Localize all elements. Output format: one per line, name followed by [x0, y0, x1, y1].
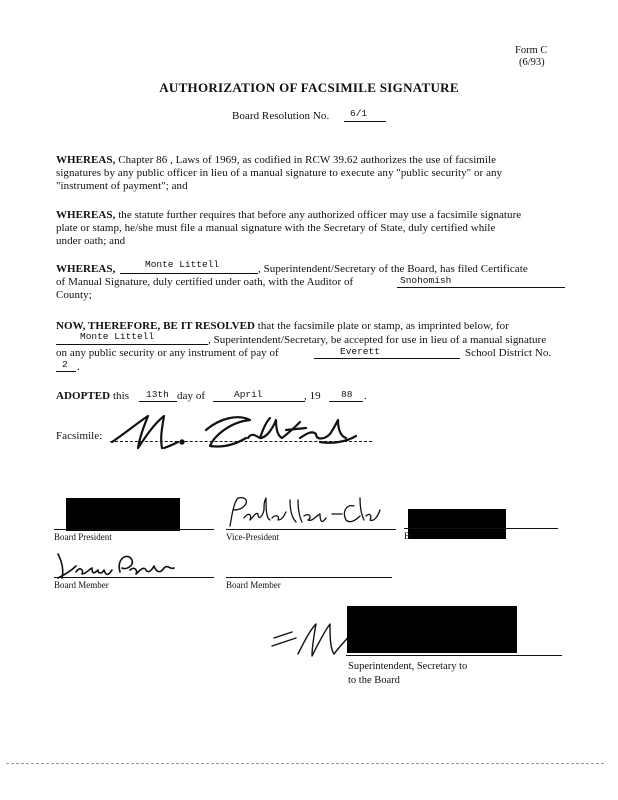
adopted-day: 13th — [146, 389, 169, 400]
whereas1-line2: signatures by any public officer in lieu of a manual signature to execute any "public security" or any — [56, 167, 503, 179]
resolved-name: Monte Littell — [80, 331, 155, 342]
resolved-text3a: on any public security or any instrument of pay of — [56, 347, 279, 359]
whereas3-name-underline — [120, 273, 258, 274]
form-id: Form C — [515, 45, 548, 56]
vice-president-signature-line — [226, 529, 396, 530]
adopted-lead-line: ADOPTED this — [56, 390, 130, 402]
resolved-name-underline — [56, 344, 208, 345]
resolved-text3b: School District No. — [465, 347, 552, 359]
resolved-text2: , Superintendent/Secretary, be accepted for use in lieu of a manual signature — [208, 334, 547, 346]
adopted-month-underline — [213, 401, 305, 402]
whereas3-county: Snohomish — [400, 275, 452, 286]
adopted-year: 88 — [341, 389, 353, 400]
board-member1-signature-line — [54, 577, 214, 578]
whereas1-line1: WHEREAS, Chapter 86 , Laws of 1969, as codified in RCW 39.62 authorizes the use of facsimile — [56, 154, 497, 166]
vice-president-signature-image — [222, 492, 382, 532]
resolution-number: 6/1 — [350, 108, 368, 119]
adopted-day-underline — [139, 401, 177, 402]
adopted-day-of: day of — [177, 390, 206, 402]
redacted-signature — [347, 606, 517, 653]
form-date: (6/93) — [519, 57, 545, 68]
resolved-district-name: Everett — [340, 346, 380, 357]
whereas3-line2: of Manual Signature, duly certified under oath, with the Auditor of — [56, 276, 354, 288]
resolved-line1: NOW, THEREFORE, BE IT RESOLVED that the facsimile plate or stamp, as imprinted below, for — [56, 320, 509, 332]
board-member1-label: Board Member — [54, 580, 109, 590]
whereas2-lead: WHEREAS, — [56, 209, 116, 221]
superintendent-signature-line — [346, 655, 562, 656]
whereas2-line3: under oath; and — [56, 235, 126, 247]
superintendent-label-line2: to the Board — [348, 675, 400, 686]
whereas1-lead: WHEREAS, — [56, 154, 116, 166]
board-member2-label: Board Member — [226, 580, 281, 590]
document-title: AUTHORIZATION OF FACSIMILE SIGNATURE — [159, 80, 459, 95]
president-label: Board President — [54, 532, 112, 542]
facsimile-label: Facsimile: — [56, 430, 103, 442]
adopted-lead: ADOPTED — [56, 390, 111, 402]
whereas2-line2: plate or stamp, he/she must file a manual signature with the Secretary of State, duly certified while — [56, 222, 496, 234]
resolved-end: . — [77, 361, 80, 373]
redacted-signature — [66, 498, 180, 531]
whereas3-lead: WHEREAS, — [56, 263, 116, 275]
whereas3-text1: , Superintendent/Secretary of the Board, has filed Certificate — [258, 263, 528, 275]
resolution-label: Board Resolution No. — [232, 110, 330, 122]
third-signature-line — [404, 528, 558, 529]
adopted-year-underline — [329, 401, 363, 402]
resolved-district-underline — [314, 358, 460, 359]
adopted-year-prefix: , 19 — [304, 390, 321, 402]
adopted-month: April — [234, 389, 263, 400]
resolution-underline — [344, 121, 386, 122]
whereas3-name: Monte Littell — [145, 259, 220, 270]
superintendent-signature-image — [268, 616, 358, 660]
resolved-lead: NOW, THEREFORE, BE IT RESOLVED — [56, 320, 255, 332]
vice-president-label: Vice-President — [226, 532, 279, 542]
whereas1-line3: "instrument of payment"; and — [56, 180, 188, 192]
superintendent-label-line1: Superintendent, Secretary to — [348, 661, 468, 672]
redacted-signature — [408, 509, 506, 539]
whereas3-county-underline — [397, 287, 565, 288]
facsimile-signature-image — [110, 408, 360, 456]
resolved-district-no-underline — [56, 371, 76, 372]
president-signature-line — [54, 529, 214, 530]
whereas2-line1: WHEREAS, the statute further requires that before any authorized officer may use a facsimile signature — [56, 209, 522, 221]
scan-artifact-line — [6, 763, 604, 764]
whereas3-line3: County; — [56, 289, 92, 301]
third-label: B — [404, 531, 411, 541]
board-member2-signature-line — [226, 577, 392, 578]
resolved-district-no: 2 — [62, 359, 68, 370]
